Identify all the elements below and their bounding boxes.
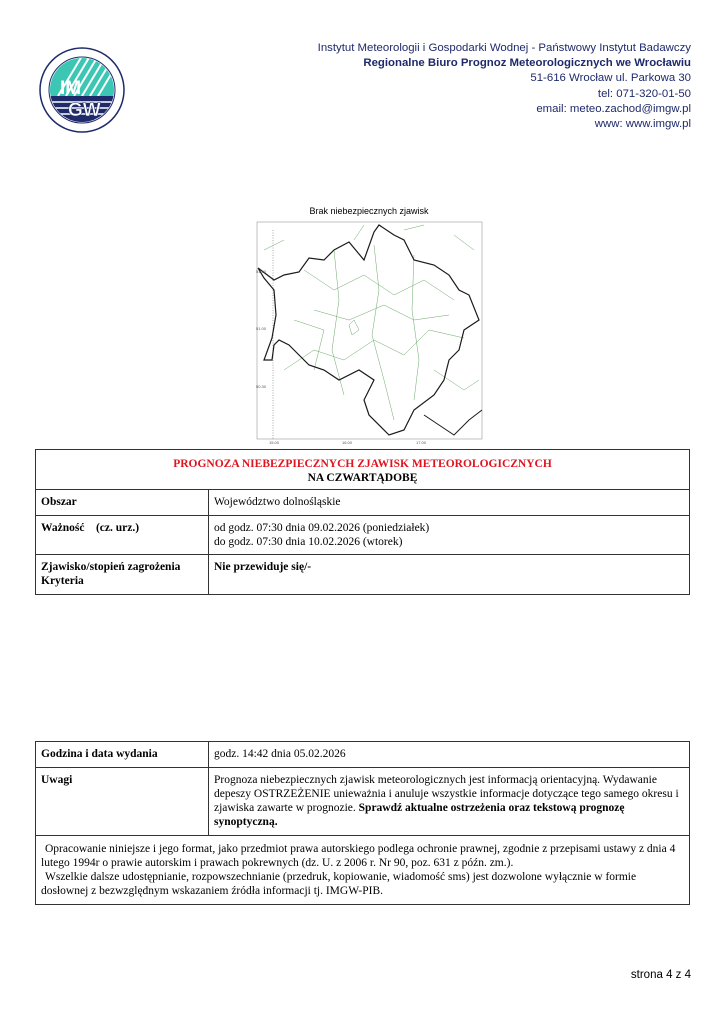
validity-value: [209, 516, 690, 555]
issued-label: Godzina i data wydania: [36, 742, 209, 768]
area-value: Województwo dolnośląskie: [209, 490, 690, 516]
forecast-table: [35, 449, 690, 595]
warning-map: [254, 220, 484, 446]
title-line-1: PROGNOZA NIEBEZPIECZNYCH ZJAWISK METEOROLOGICZNYCH: [173, 458, 552, 470]
phenomenon-label: [36, 555, 209, 595]
remarks-bold: Sprawdź aktualne ostrzeżenia oraz tekstową prognozę synoptyczną.: [214, 802, 625, 828]
map-title: Brak niebezpiecznych zjawisk: [309, 206, 429, 216]
phone: tel: 071-320-01-50: [597, 87, 691, 100]
email: email: meteo.zachod@imgw.pl: [536, 102, 691, 115]
phenomenon-value: Nie przewiduje się/-: [209, 555, 690, 595]
remarks-value: [209, 768, 690, 836]
table-row: [36, 490, 690, 516]
area-label: Obszar: [36, 490, 209, 516]
y-tick: 51.00: [256, 326, 267, 331]
phenomenon-label-1: Zjawisko/stopień zagrożenia: [41, 561, 181, 573]
validity-to: do godz. 07:30 dnia 10.02.2026 (wtorek): [214, 536, 403, 548]
page-number: strona 4 z 4: [630, 969, 691, 981]
issue-table: [35, 741, 690, 905]
imgw-logo: [38, 46, 126, 134]
table-row: [36, 555, 690, 595]
copyright-note: [36, 836, 690, 905]
phenomenon-label-2: Kryteria: [41, 575, 84, 587]
y-tick: 50.30: [256, 384, 267, 389]
table-row: [36, 836, 690, 905]
website: www: www.imgw.pl: [594, 118, 691, 131]
x-tick: 17.00: [416, 440, 427, 445]
remarks-text: Prognoza niebezpiecznych zjawisk meteorologicznych jest informacją orientacyjną. Wydawanie depeszy OSTRZEŻENIE unieważnia i anuluje wszystkie informacje dotyczące tego samego okresu i zjawiska zawarte w prognozie.: [214, 774, 679, 814]
y-tick: 51.30: [256, 269, 267, 274]
institute-name: Instytut Meteorologii i Gospodarki Wodnej - Państwowy Instytut Badawczy: [317, 42, 691, 54]
copyright-2: Wszelkie dalsze udostępnianie, rozpowszechnianie (przedruk, kopiowanie, wiadomość sms) jest dozwolone wyłącznie w formie dosłownej z bezwzględnym wskazaniem źródła informacji tj. IMGW-PIB.: [41, 871, 637, 897]
x-tick: 15.00: [269, 440, 280, 445]
forecast-title: [36, 450, 690, 490]
table-row: [36, 742, 690, 768]
title-line-2: NA CZWARTĄDOBĘ: [307, 472, 418, 484]
table-row: [36, 768, 690, 836]
address: 51-616 Wrocław ul. Parkowa 30: [530, 72, 691, 85]
copyright-1: Opracowanie niniejsze i jego format, jako przedmiot prawa autorskiego podlega ochronie prawnej, zgodnie z przepisami ustawy z dnia 4 lutego 1994r o prawie autorskim i prawach pokrewnych (dz. U. z 2006 r. Nr 90, poz. 631 z późn. zm.).: [41, 843, 676, 869]
office-name: Regionalne Biuro Prognoz Meteorologicznych we Wrocławiu: [363, 57, 691, 70]
x-tick: 16.00: [342, 440, 353, 445]
svg-text:IM: IM: [60, 78, 82, 99]
svg-text:GW: GW: [68, 100, 101, 121]
issued-value: godz. 14:42 dnia 05.02.2026: [209, 742, 690, 768]
validity-label: Ważność (cz. urz.): [36, 516, 209, 555]
table-row: [36, 516, 690, 555]
validity-from: od godz. 07:30 dnia 09.02.2026 (poniedziałek): [214, 522, 430, 534]
remarks-label: Uwagi: [36, 768, 209, 836]
institution-header: [318, 41, 691, 132]
